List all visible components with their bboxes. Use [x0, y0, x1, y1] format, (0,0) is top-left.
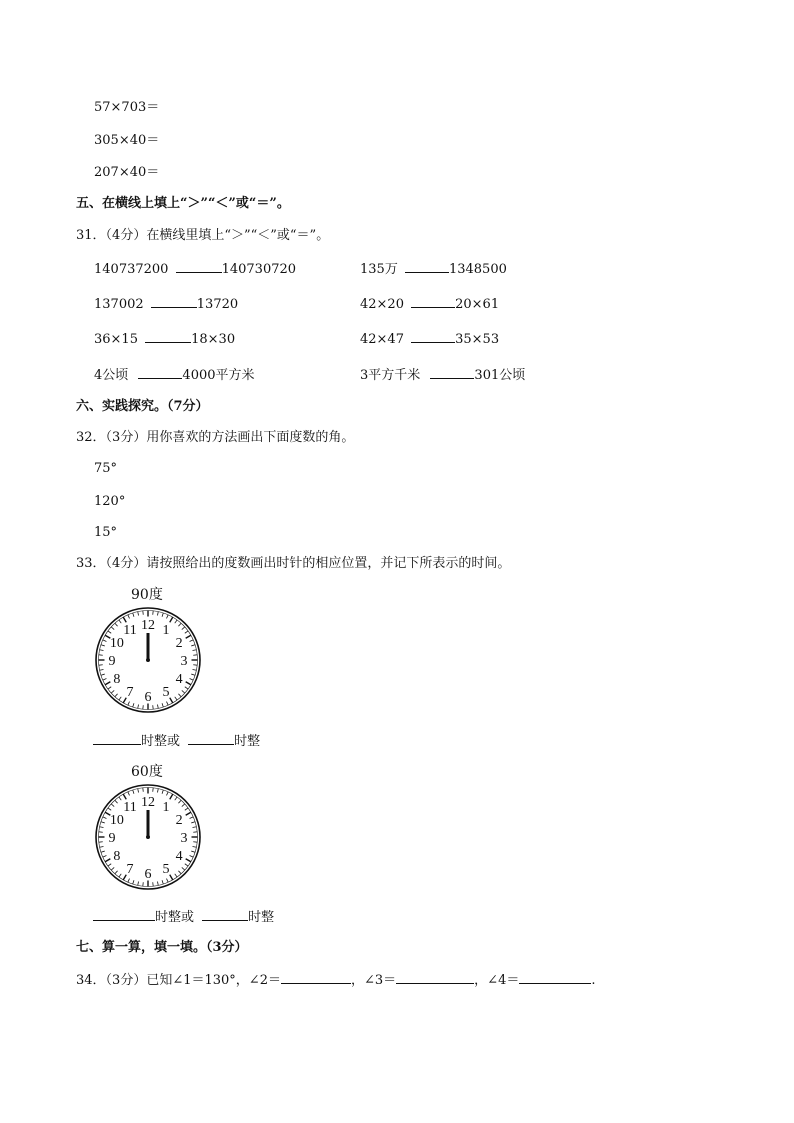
- comparison-right: 18×30: [191, 332, 236, 347]
- angle-4-label: ∠4＝: [487, 973, 520, 988]
- comparison-right: 301公顷: [474, 368, 526, 383]
- clock-tick: [105, 859, 110, 862]
- clock-tick: [115, 694, 118, 697]
- section-7-heading: 七、算一算，填一填。（3分）: [76, 940, 248, 955]
- comparison-item: [360, 366, 525, 385]
- clock-tick: [182, 867, 185, 870]
- clock-tick: [182, 690, 185, 693]
- answer-blank[interactable]: [93, 732, 141, 745]
- clock-tick: [111, 627, 114, 630]
- comparison-right: 13720: [196, 297, 239, 312]
- clock-tick: [170, 617, 173, 622]
- clock-tick: [157, 789, 158, 793]
- clock-tick: [123, 794, 126, 799]
- clock-tick: [119, 620, 121, 623]
- clock-tick: [170, 875, 173, 880]
- clock-tick: [157, 612, 158, 616]
- clock-number: 10: [109, 636, 124, 651]
- answer-blank[interactable]: [93, 908, 155, 921]
- comparison-item: [360, 260, 507, 279]
- clock-tick: [191, 822, 195, 823]
- clock-number: 11: [123, 622, 137, 638]
- clock-tick: [103, 817, 107, 819]
- clock-tick: [119, 874, 121, 877]
- clock-tick: [182, 627, 185, 630]
- clock-tick: [105, 682, 110, 685]
- clock-number: 3: [180, 831, 188, 846]
- clock-tick: [167, 702, 169, 706]
- clock-number: 7: [126, 862, 134, 878]
- clock-face[interactable]: [93, 782, 203, 892]
- comparison-right: 4000平方米: [182, 368, 255, 383]
- question-31-stem: 31．（4分）在横线里填上“＞”“＜”或“＝”。: [76, 228, 330, 243]
- clock-center: [146, 835, 150, 839]
- clock-tick: [193, 669, 197, 670]
- comparison-right: 140730720: [221, 262, 297, 277]
- clock-tick: [115, 800, 118, 803]
- clock-tick: [178, 800, 181, 803]
- clock-tick: [111, 867, 114, 870]
- comparison-item: [94, 330, 235, 349]
- angle-3-label: ∠3＝: [363, 973, 397, 988]
- answer-blank[interactable]: [151, 295, 197, 308]
- angle-15: 15°: [94, 525, 118, 540]
- clock-tick: [185, 808, 188, 810]
- clock-number: 2: [175, 813, 183, 828]
- answer-blank[interactable]: [202, 908, 248, 921]
- clock-number: 8: [113, 849, 121, 864]
- clock-tick: [193, 650, 197, 651]
- question-33-stem: 33．（4分）请按照给出的度数画出时针的相应位置，并记下所表示的时间。: [76, 556, 511, 571]
- calc-line-2: 305×40＝: [94, 133, 160, 148]
- comparison-item: [94, 295, 238, 314]
- clock-tick: [133, 613, 134, 617]
- separator: .: [591, 973, 596, 988]
- clock-tick: [190, 856, 194, 858]
- comparison-right: 1348500: [448, 262, 507, 277]
- clock-number: 5: [162, 685, 170, 701]
- clock-tick: [101, 851, 105, 852]
- comparison-item: [94, 366, 255, 385]
- clock-tick: [162, 790, 163, 794]
- clock-tick: [190, 679, 194, 681]
- clock-tick: [178, 694, 181, 697]
- clock-tick: [186, 635, 191, 638]
- clock-tick: [101, 674, 105, 675]
- clock-tick: [186, 859, 191, 862]
- clock-tick: [190, 817, 194, 819]
- clock-number: 4: [175, 849, 183, 864]
- clock-number: 8: [113, 672, 121, 687]
- clock-number: 1: [162, 622, 170, 638]
- answer-blank[interactable]: [411, 295, 455, 308]
- answer-blank[interactable]: [138, 366, 182, 379]
- comparison-left: 42×20: [360, 297, 404, 312]
- clock-number: 5: [162, 862, 170, 878]
- answer-blank[interactable]: [430, 366, 474, 379]
- comparison-right: 20×61: [455, 297, 500, 312]
- clock-tick: [133, 880, 134, 884]
- clock-number: 7: [126, 685, 134, 701]
- section-5-heading: 五、在横线上填上“＞”“＜”或“＝”。: [76, 196, 290, 211]
- clock-number: 3: [180, 654, 188, 669]
- clock-tick: [108, 687, 111, 689]
- comparison-item: [360, 330, 499, 349]
- clock-number: 4: [175, 672, 183, 687]
- answer-blank[interactable]: [176, 260, 222, 273]
- clock-face[interactable]: [93, 605, 203, 715]
- clock-tick: [157, 705, 158, 709]
- angle-75: 75°: [94, 461, 118, 476]
- angle-120: 120°: [94, 494, 126, 509]
- clock-tick: [128, 615, 130, 619]
- separator: ，: [474, 973, 488, 988]
- clock-1-title: 90度: [131, 587, 163, 603]
- clock-tick: [103, 679, 107, 681]
- clock-tick: [138, 882, 139, 886]
- clock-tick: [123, 617, 126, 622]
- clock-tick: [191, 645, 195, 646]
- clock-tick: [162, 613, 163, 617]
- clock-tick: [175, 874, 177, 877]
- clock-tick: [186, 682, 191, 685]
- comparison-right: 35×53: [455, 332, 500, 347]
- clock-tick: [162, 703, 163, 707]
- answer-suffix: 时整: [248, 910, 275, 925]
- separator: ，: [350, 973, 364, 988]
- clock-tick: [167, 792, 169, 796]
- comparison-item: [94, 260, 296, 279]
- clock-tick: [186, 812, 191, 815]
- question-32-stem: 32．（3分）用你喜欢的方法画出下面度数的角。: [76, 430, 355, 445]
- comparison-left: 137002: [94, 297, 144, 312]
- answer-suffix: 时整或: [155, 910, 195, 925]
- clock-tick: [175, 797, 177, 800]
- calc-line-3: 207×40＝: [94, 165, 160, 180]
- clock-tick: [133, 790, 134, 794]
- clock-tick: [167, 879, 169, 883]
- clock-number: 12: [141, 795, 155, 810]
- clock-tick: [115, 623, 118, 626]
- clock-tick: [185, 864, 188, 866]
- clock-tick: [115, 871, 118, 874]
- clock-tick: [128, 792, 130, 796]
- comparison-item: [360, 295, 499, 314]
- answer-blank[interactable]: [188, 732, 234, 745]
- clock-number: 2: [175, 636, 183, 651]
- clock-tick: [170, 794, 173, 799]
- comparison-left: 36×15: [94, 332, 138, 347]
- clock-tick: [100, 827, 104, 828]
- answer-blank[interactable]: [281, 971, 351, 984]
- clock-number: 11: [123, 799, 137, 815]
- question-34-prefix: 34．（3分）已知∠1＝130°，: [76, 973, 249, 988]
- clock-tick: [191, 851, 195, 852]
- clock-tick: [111, 804, 114, 807]
- clock-tick: [133, 703, 134, 707]
- comparison-left: 3平方千米: [360, 368, 421, 383]
- clock-tick: [175, 697, 177, 700]
- clock-tick: [193, 827, 197, 828]
- question-34: [76, 971, 595, 990]
- answer-blank[interactable]: [519, 971, 591, 984]
- clock-tick: [178, 871, 181, 874]
- clock-tick: [157, 882, 158, 886]
- answer-blank[interactable]: [396, 971, 474, 984]
- clock-tick: [167, 615, 169, 619]
- clock-number: 9: [108, 831, 116, 846]
- clock-tick: [103, 640, 107, 642]
- answer-blank[interactable]: [145, 330, 191, 343]
- clock-number: 9: [108, 654, 116, 669]
- clock-tick: [193, 846, 197, 847]
- clock-tick: [111, 690, 114, 693]
- comparison-left: 4公顷: [94, 368, 129, 383]
- answer-blank[interactable]: [411, 330, 455, 343]
- clock-tick: [108, 808, 111, 810]
- clock-2-title: 60度: [131, 764, 163, 780]
- clock-tick: [103, 856, 107, 858]
- clock-tick: [175, 620, 177, 623]
- clock-tick: [138, 612, 139, 616]
- clock-tick: [138, 705, 139, 709]
- comparison-left: 140737200: [94, 262, 169, 277]
- clock-tick: [128, 702, 130, 706]
- clock-tick: [119, 797, 121, 800]
- clock-tick: [170, 698, 173, 703]
- clock-tick: [128, 879, 130, 883]
- angle-2-label: ∠2＝: [248, 973, 281, 988]
- clock-center: [146, 658, 150, 662]
- calc-line-1: 57×703＝: [94, 100, 160, 115]
- answer-suffix: 时整: [234, 734, 261, 749]
- clock-number: 6: [144, 867, 152, 882]
- clock-tick: [162, 880, 163, 884]
- clock-tick: [185, 687, 188, 689]
- clock-tick: [108, 631, 111, 633]
- clock-tick: [185, 631, 188, 633]
- clock-tick: [101, 822, 105, 823]
- section-6-heading: 六、实践探究。（7分）: [76, 399, 209, 414]
- clock-number: 10: [109, 813, 124, 828]
- clock-tick: [190, 640, 194, 642]
- clock-number: 12: [141, 618, 155, 633]
- clock-tick: [108, 864, 111, 866]
- clock-tick: [182, 804, 185, 807]
- clock-tick: [101, 645, 105, 646]
- clock-tick: [138, 789, 139, 793]
- clock-tick: [191, 674, 195, 675]
- comparison-left: 42×47: [360, 332, 404, 347]
- comparison-left: 135万: [360, 262, 398, 277]
- clock-number: 1: [162, 799, 170, 815]
- clock-tick: [178, 623, 181, 626]
- clock-tick: [100, 669, 104, 670]
- clock-tick: [100, 846, 104, 847]
- clock-tick: [100, 650, 104, 651]
- answer-blank[interactable]: [405, 260, 449, 273]
- clock-1-answer: [93, 732, 260, 751]
- clock-number: 6: [144, 690, 152, 705]
- clock-tick: [119, 697, 121, 700]
- clock-2-answer: [93, 908, 274, 927]
- answer-suffix: 时整或: [141, 734, 181, 749]
